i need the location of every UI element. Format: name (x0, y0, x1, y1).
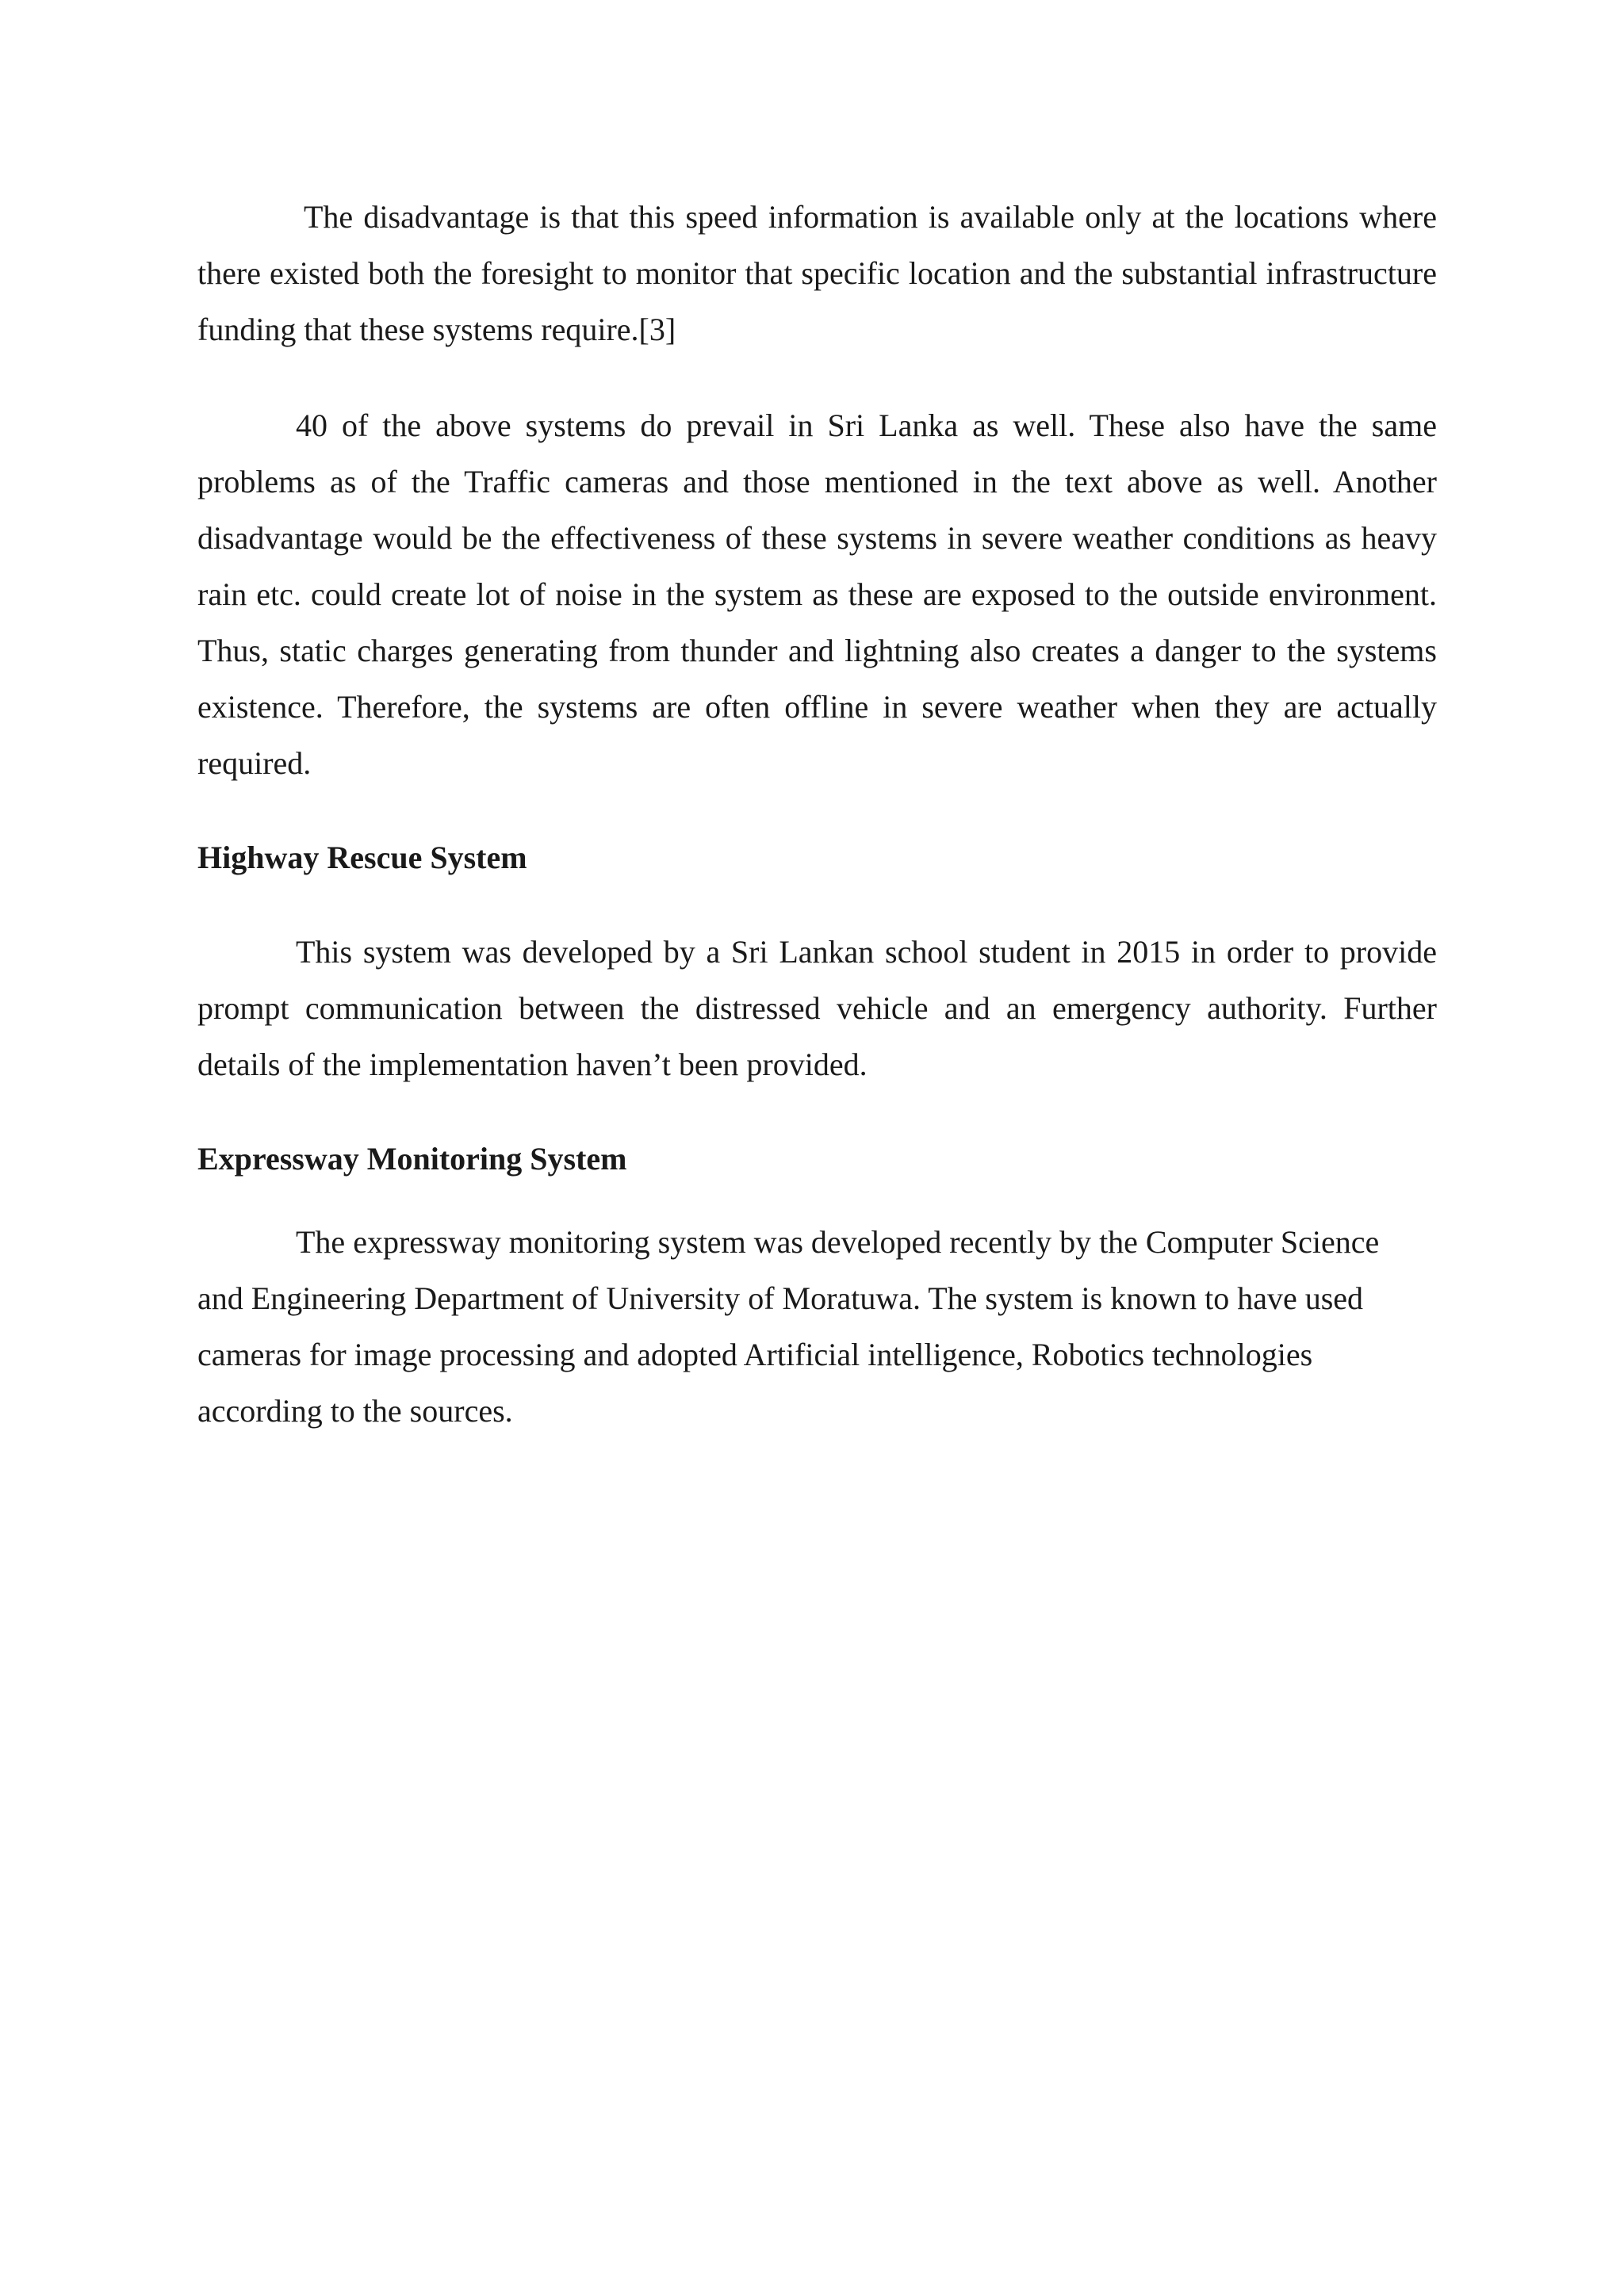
paragraph-highway-rescue-system: This system was developed by a Sri Lankan school student in 2015 in order to provide prompt communication between the distressed vehicle and an emergency authority. Further details of the implementation haven’t been provided. (197, 934, 1437, 1082)
page-content (197, 189, 1437, 1439)
paragraph-speed-info-disadvantage: The disadvantage is that this speed information is available only at the locations where there existed both the foresight to monitor that specific location and the substantial infrastructure funding that these systems require.[3] (197, 199, 1437, 347)
paragraph-spacer (197, 358, 1437, 397)
heading-expressway-monitoring-system: Expressway Monitoring System (197, 1141, 627, 1177)
section-spacer (197, 791, 1437, 829)
section-spacer (197, 1093, 1437, 1131)
heading-highway-rescue-system: Highway Rescue System (197, 840, 527, 875)
heading-spacer (197, 1187, 1437, 1214)
paragraph-expressway-monitoring-system: The expressway monitoring system was developed recently by the Computer Science and Engineering Department of University of Moratuwa. The system is known to have used cameras for image processing and adopted Artificial intelligence, Robotics technologies according to the sources. (197, 1224, 1380, 1429)
heading-spacer (197, 886, 1437, 924)
paragraph-sri-lanka-systems: 40 of the above systems do prevail in Sri Lanka as well. These also have the same problems as of the Traffic cameras and those mentioned in the text above as well. Another disadvantage would be the effectiveness of these systems in severe weather conditions as heavy rain etc. could create lot of noise in the system as these are exposed to the outside environment. Thus, static charges generating from thunder and lightning also creates a danger to the systems existence. Therefore, the systems are often offline in severe weather when they are actually required. (197, 408, 1437, 781)
